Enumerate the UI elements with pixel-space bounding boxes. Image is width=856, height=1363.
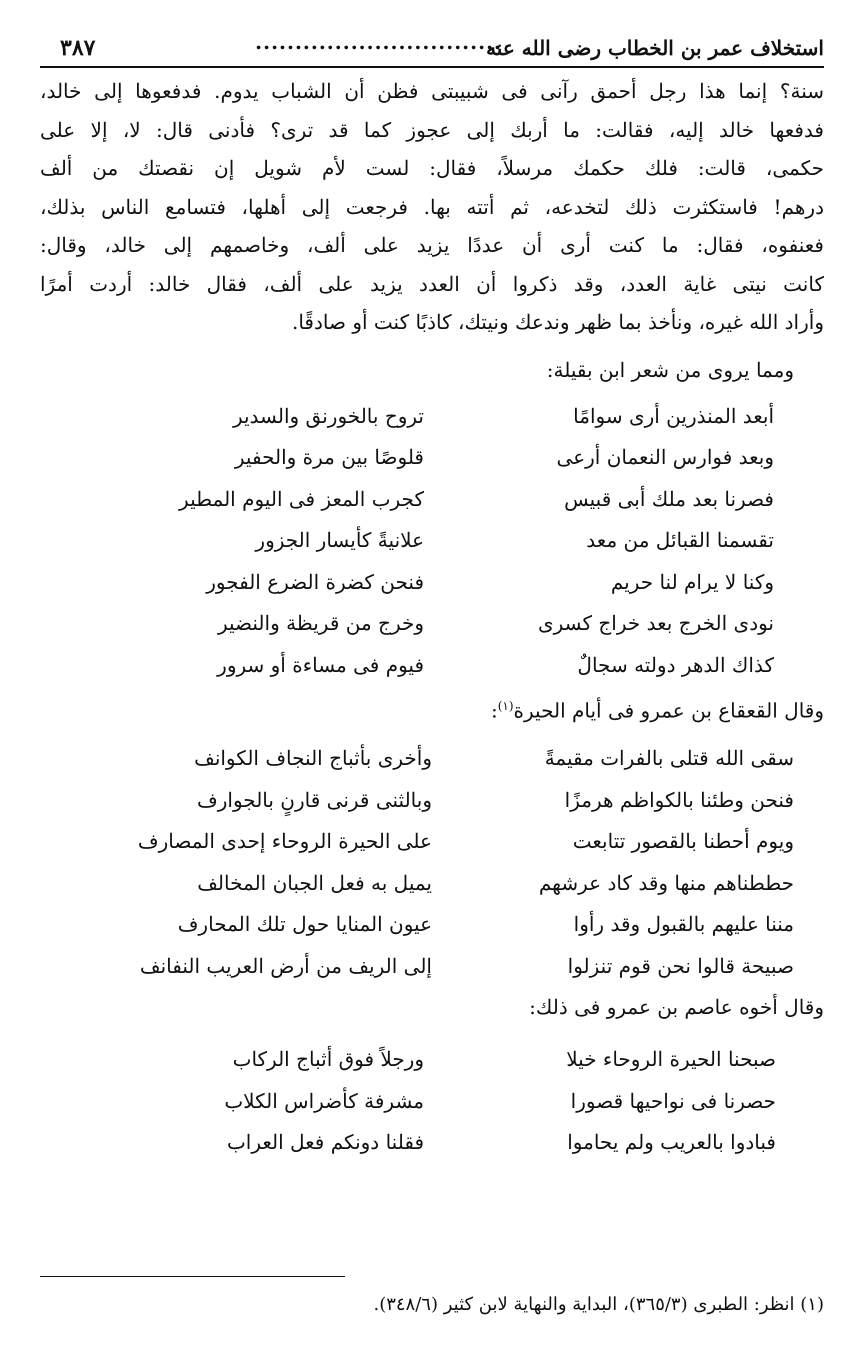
- first-hemistich: وكنا لا يرام لنا حريم: [610, 569, 774, 594]
- poem-intro-ibn-buqayla: ومما يروى من شعر ابن بقيلة:: [546, 357, 794, 382]
- second-hemistich: مشرفة كأضراس الكلاب: [224, 1088, 424, 1113]
- first-hemistich: ويوم أحطنا بالقصور تتابعت: [572, 829, 794, 853]
- first-hemistich: أبعد المنذرين أرى سوامًا: [573, 403, 774, 428]
- first-hemistich: فبادوا بالعريب ولم يحاموا: [567, 1130, 776, 1154]
- text-line: درهم! فاستكثرت ذلك لتخدعه، ثم أتته بها. فرجعت إلى أهلها، فتسامع الناس بذلك،: [40, 194, 824, 219]
- second-hemistich: إلى الريف من أرض العريب النفانف: [139, 953, 432, 978]
- first-hemistich: سقى الله قتلى بالفرات مقيمةً: [544, 746, 794, 770]
- first-hemistich: فنحن وطئنا بالكواظم هرمزًا: [564, 787, 794, 812]
- intro-text: وقال القعقاع بن عمرو فى أيام الحيرة: [513, 698, 824, 723]
- verse: [40, 1122, 824, 1164]
- second-hemistich: ورجلاً فوق أثباج الركاب: [232, 1047, 424, 1071]
- second-hemistich: يميل به فعل الجبان المخالف: [197, 870, 432, 895]
- verse: [40, 562, 824, 604]
- second-hemistich: وبالثنى قرنى قارنٍ بالجوارف: [197, 787, 432, 812]
- poem-intro-asim: وقال أخوه عاصم بن عمرو فى ذلك:: [529, 995, 824, 1019]
- verse: [40, 437, 824, 479]
- second-hemistich: فيوم فى مساءة أو سرور: [217, 652, 424, 677]
- text-line: سنة؟ إنما هذا رجل أحمق رآنى فى شبيبتى فظن أن الشباب يدوم. فدفعوها إلى خالد،: [40, 79, 824, 103]
- intro-colon: :: [490, 698, 498, 723]
- first-hemistich: مننا عليهم بالقبول وقد رأوا: [573, 912, 794, 936]
- first-hemistich: كذاك الدهر دولته سجالٌ: [577, 652, 774, 677]
- text-line: حكمى، قالت: فلك حكمك مرسلاً، فقال: لست لأم شويل إن نقصتك من ألف: [40, 156, 824, 180]
- second-hemistich: عيون المنايا حول تلك المحارف: [177, 912, 432, 936]
- first-hemistich: صبيحة قالوا نحن قوم تنزلوا: [567, 953, 794, 978]
- second-hemistich: كجرب المعز فى اليوم المطير: [179, 486, 424, 511]
- text-line: فدفعها خالد إليه، فقالت: ما أربك إلى عجوز كما قد ترى؟ فأدنى قال: لا، إلا على: [40, 117, 824, 142]
- verse: [40, 738, 824, 780]
- page-number: ٣٨٧: [60, 35, 96, 61]
- verse: [40, 1039, 824, 1081]
- second-hemistich: علانيةً كأيسار الجزور: [255, 528, 424, 552]
- first-hemistich: تقسمنا القبائل من معد: [586, 528, 774, 552]
- text-line: فعنفوه، فقال: ما كنت أرى أن عددًا يزيد على ألف، وخاصمهم إلى خالد، وقال:: [40, 233, 824, 257]
- verse: [40, 645, 824, 687]
- running-header: [40, 30, 824, 68]
- first-hemistich: حططناهم منها وقد كاد عرشهم: [538, 870, 794, 895]
- book-page: [40, 30, 824, 1340]
- footnote-marker: (١): [497, 699, 514, 713]
- text-line: كانت نيتى غاية العدد، وقد ذكروا أن العدد يزيد على ألف، فقال خالد: أردت أمرًا: [40, 271, 824, 296]
- footnote-divider: [40, 1276, 345, 1277]
- verse: [40, 780, 824, 822]
- second-hemistich: على الحيرة الروحاء إحدى المصارف: [137, 829, 432, 853]
- second-hemistich: فقلنا دونكم فعل العراب: [226, 1130, 424, 1154]
- verse: [40, 946, 824, 988]
- verse: [40, 603, 824, 645]
- leader-dots: ...............................: [255, 30, 502, 54]
- first-hemistich: حصرنا فى نواحيها قصورا: [570, 1088, 776, 1113]
- second-hemistich: قلوصًا بين مرة والحفير: [234, 445, 424, 469]
- poem-intro-qaqaa: [40, 686, 824, 726]
- poem-ibn-buqayla: [40, 396, 824, 687]
- second-hemistich: وأخرى بأثباج النجاف الكوانف: [194, 746, 432, 770]
- verse: [40, 863, 824, 905]
- first-hemistich: نودى الخرج بعد خراج كسرى: [537, 611, 774, 635]
- verse: [40, 520, 824, 562]
- running-title: استخلاف عمر بن الخطاب رضى الله عنه: [486, 36, 824, 60]
- second-hemistich: فنحن كضرة الضرع الفجور: [206, 569, 424, 594]
- text-line: وأراد الله غيره، ونأخذ بما ظهر وندعك ونيتك، كاذبًا كنت أو صادقًا.: [291, 310, 824, 334]
- verse: [40, 479, 824, 521]
- verse: [40, 1081, 824, 1123]
- poem-asim: [40, 1039, 824, 1164]
- verse: [40, 396, 824, 438]
- poem-qaqaa: [40, 738, 824, 987]
- verse: [40, 904, 824, 946]
- prose-paragraph: [40, 72, 824, 342]
- first-hemistich: فصرنا بعد ملك أبى قبيس: [564, 486, 774, 511]
- first-hemistich: صبحنا الحيرة الروحاء خيلا: [566, 1047, 776, 1071]
- second-hemistich: تروح بالخورنق والسدير: [232, 403, 424, 428]
- footnote: (١) انظر: الطبرى (٣٦٥/٣)، البداية والنهاية لابن كثير (٣٤٨/٦).: [373, 1294, 824, 1315]
- second-hemistich: وخرج من قريظة والنضير: [217, 611, 424, 635]
- verse: [40, 821, 824, 863]
- first-hemistich: وبعد فوارس النعمان أرعى: [556, 445, 774, 469]
